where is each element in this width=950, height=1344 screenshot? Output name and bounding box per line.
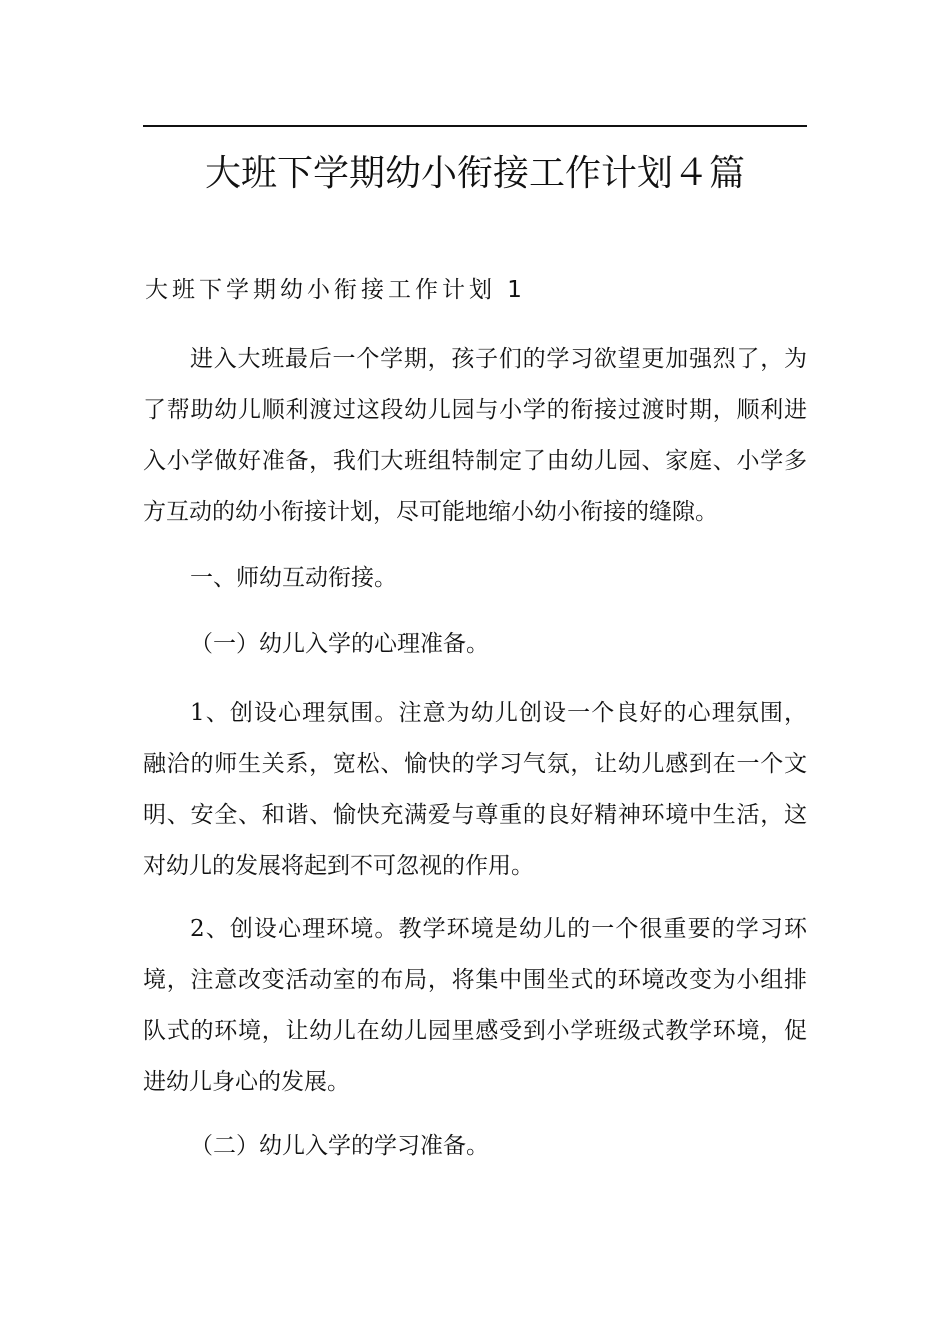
paragraph-line: 入小学做好准备，我们大班组特制定了由幼儿园、家庭、小学多 (143, 448, 807, 474)
intro-paragraph (143, 334, 807, 538)
paragraph-line: 2、创设心理环境。教学环境是幼儿的一个很重要的学习环 (190, 916, 807, 942)
part1-heading: 一、师幼互动衔接。 (190, 565, 397, 591)
paragraph-line: 进幼儿身心的发展。 (143, 1069, 350, 1095)
paragraph-line: 进入大班最后一个学期，孩子们的学习欲望更加强烈了，为 (190, 346, 807, 372)
sub1-heading: （一）幼儿入学的心理准备。 (190, 631, 489, 657)
paragraph-line: 明、安全、和谐、愉快充满爱与尊重的良好精神环境中生活，这 (143, 802, 807, 828)
paragraph-line: 队式的环境，让幼儿在幼儿园里感受到小学班级式教学环境，促 (143, 1018, 807, 1044)
paragraph-line: 了帮助幼儿顺利渡过这段幼儿园与小学的衔接过渡时期，顺利进 (143, 397, 807, 423)
paragraph-line: 方互动的幼小衔接计划，尽可能地缩小幼小衔接的缝隙。 (143, 499, 718, 525)
paragraph-line: 融洽的师生关系，宽松、愉快的学习气氛，让幼儿感到在一个文 (143, 751, 807, 777)
header-rule (143, 125, 807, 127)
item2-paragraph (143, 904, 807, 1108)
paragraph-line: 境，注意改变活动室的布局，将集中围坐式的环境改变为小组排 (143, 967, 807, 993)
section-heading: 大班下学期幼小衔接工作计划 1 (145, 277, 526, 303)
paragraph-line: 对幼儿的发展将起到不可忽视的作用。 (143, 853, 534, 879)
paragraph-line: 1、创设心理氛围。注意为幼儿创设一个良好的心理氛围， (190, 700, 807, 726)
sub2-heading: （二）幼儿入学的学习准备。 (190, 1133, 489, 1159)
item1-paragraph (143, 688, 807, 892)
document-title: 大班下学期幼小衔接工作计划４篇 (204, 153, 745, 194)
